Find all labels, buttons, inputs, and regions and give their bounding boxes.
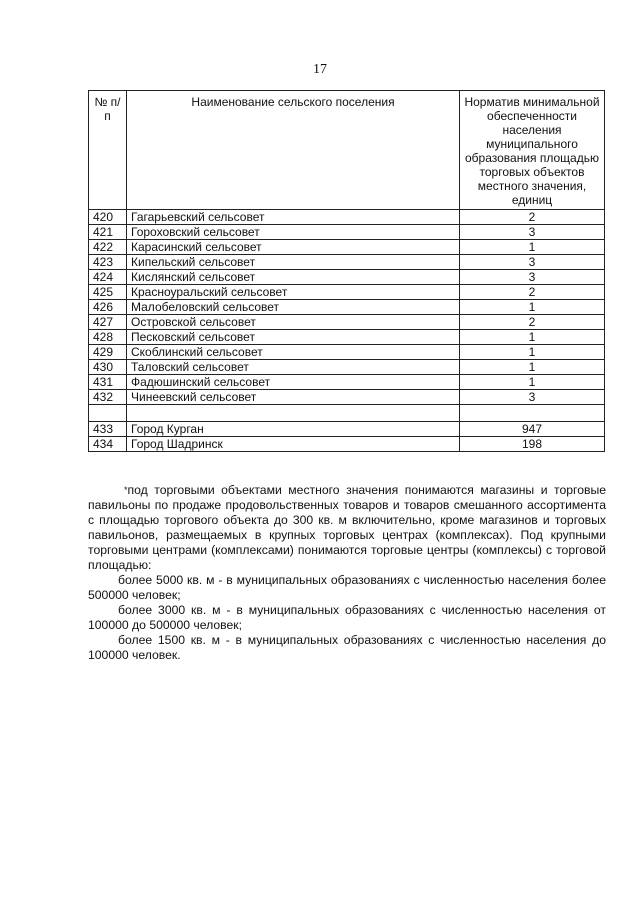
table-row — [89, 437, 605, 452]
row-name: Гагарьевский сельсовет — [127, 210, 460, 225]
footnote-item-3: более 1500 кв. м - в муниципальных образованиях с численностью населения до 100000 человек. — [88, 633, 606, 662]
row-num: 426 — [89, 300, 127, 315]
table-row — [89, 315, 605, 330]
table-row — [89, 270, 605, 285]
table-row — [89, 240, 605, 255]
row-name: Песковский сельсовет — [127, 330, 460, 345]
row-value: 1 — [460, 360, 605, 375]
spacer-cell — [89, 405, 127, 422]
table-row — [89, 422, 605, 437]
table-row — [89, 255, 605, 270]
table-row — [89, 210, 605, 225]
footnote-item-2: более 3000 кв. м - в муниципальных образованиях с численностью населения от 100000 до 500000 человек; — [88, 603, 606, 632]
row-value: 2 — [460, 315, 605, 330]
row-name: Островской сельсовет — [127, 315, 460, 330]
footnote — [88, 483, 606, 663]
row-num: 420 — [89, 210, 127, 225]
row-value: 1 — [460, 240, 605, 255]
row-value: 2 — [460, 210, 605, 225]
footnote-main-text: под торговыми объектами местного значения понимаются магазины и торговые павильоны по продаже продовольственных товаров и товаров смешанного ассортимента с площадью торгового объекта до 300 кв. м включительно, кроме магазинов и торговых павильонов, размещаемых в крупных торговых центрах (комплексах). Под крупными торговыми центрами (комплексами) понимаются торговые центры (комплексы) с торговой площадью: — [88, 483, 606, 572]
row-num: 432 — [89, 390, 127, 405]
row-name: Чинеевский сельсовет — [127, 390, 460, 405]
header-value: Норматив минимальной обеспеченности населения муниципального образования площадью торговых объектов местного значения, единиц — [460, 91, 605, 210]
row-num: 433 — [89, 422, 127, 437]
table-row — [89, 225, 605, 240]
row-num: 431 — [89, 375, 127, 390]
row-value: 3 — [460, 225, 605, 240]
table-row — [89, 375, 605, 390]
row-num: 430 — [89, 360, 127, 375]
row-name: Карасинский сельсовет — [127, 240, 460, 255]
row-num: 422 — [89, 240, 127, 255]
row-name: Малобеловский сельсовет — [127, 300, 460, 315]
table-row — [89, 285, 605, 300]
row-value: 3 — [460, 255, 605, 270]
row-value: 1 — [460, 345, 605, 360]
row-value: 3 — [460, 270, 605, 285]
table-row — [89, 345, 605, 360]
row-value: 2 — [460, 285, 605, 300]
row-name: Таловский сельсовет — [127, 360, 460, 375]
row-name: Фадюшинский сельсовет — [127, 375, 460, 390]
row-num: 428 — [89, 330, 127, 345]
row-value: 198 — [460, 437, 605, 452]
table-row — [89, 390, 605, 405]
row-name: Город Курган — [127, 422, 460, 437]
norms-table — [88, 90, 605, 452]
row-num: 424 — [89, 270, 127, 285]
header-name: Наименование сельского поселения — [127, 91, 460, 210]
page-number: 17 — [313, 62, 327, 77]
row-value: 1 — [460, 300, 605, 315]
footnote-main — [88, 483, 606, 573]
row-name: Гороховский сельсовет — [127, 225, 460, 240]
row-name: Скоблинский сельсовет — [127, 345, 460, 360]
row-name: Город Шадринск — [127, 437, 460, 452]
row-value: 1 — [460, 330, 605, 345]
footnote-item-1: более 5000 кв. м - в муниципальных образованиях с численностью населения более 500000 человек; — [88, 573, 606, 602]
row-num: 425 — [89, 285, 127, 300]
header-num: № п/п — [89, 91, 127, 210]
row-num: 423 — [89, 255, 127, 270]
table-spacer-row — [89, 405, 605, 422]
row-num: 427 — [89, 315, 127, 330]
row-num: 421 — [89, 225, 127, 240]
table-row — [89, 360, 605, 375]
spacer-cell — [460, 405, 605, 422]
table-row — [89, 300, 605, 315]
table-row — [89, 330, 605, 345]
row-value: 947 — [460, 422, 605, 437]
row-value: 3 — [460, 390, 605, 405]
row-name: Кислянский сельсовет — [127, 270, 460, 285]
spacer-cell — [127, 405, 460, 422]
table-header-row — [89, 91, 605, 210]
row-name: Красноуральский сельсовет — [127, 285, 460, 300]
row-name: Кипельский сельсовет — [127, 255, 460, 270]
row-value: 1 — [460, 375, 605, 390]
row-num: 429 — [89, 345, 127, 360]
footnote-marker: * — [124, 485, 128, 495]
row-num: 434 — [89, 437, 127, 452]
